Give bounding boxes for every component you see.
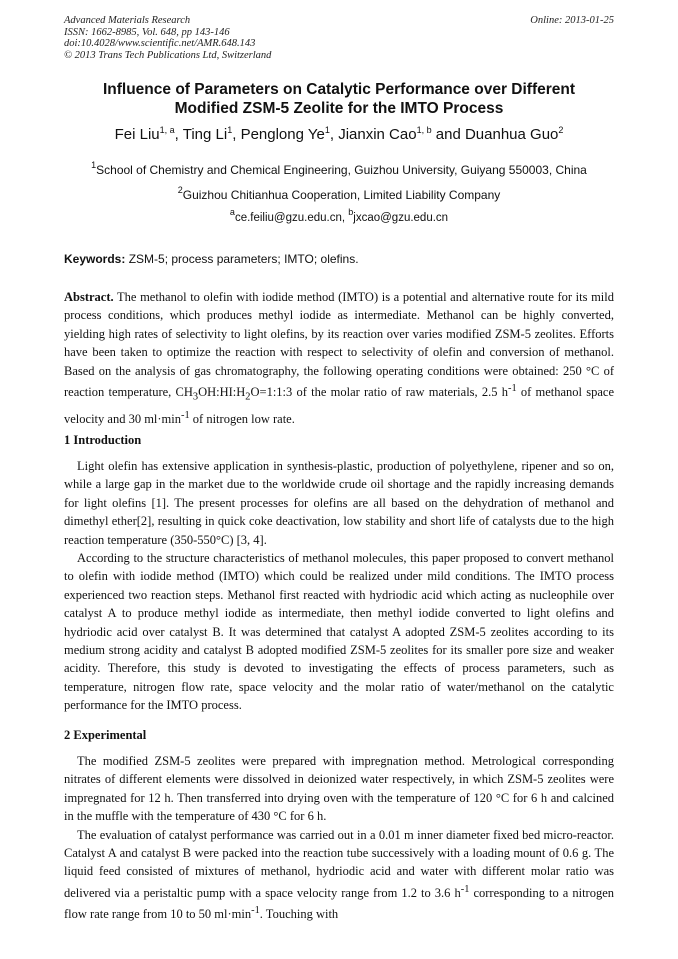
introduction-body [64, 457, 614, 715]
superscript: -1 [507, 383, 517, 395]
section-heading-experimental: 2 Experimental [64, 728, 147, 742]
email-link[interactable]: jxcao@gzu.edu.cn [353, 212, 449, 224]
affil-mark: 2 [177, 185, 183, 195]
exp-paragraph-1: The modified ZSM-5 zeolites were prepared with impregnation method. Metrological corresponding nitrates of different elements were dissolved in deionized water respectively, in which ZSM-5 zeolites were impregnated for 12 h. Then transferred into drying oven with the temperature of 120 °C for 6 h and calcined in the muffle with the temperature of 430 °C for 6 h. [64, 754, 614, 824]
intro-paragraph-1: Light olefin has extensive application in synthesis-plastic, production of polyethylene, ripener and so on, while a large gap in the market due to the worldwide crude oil shortage and the rapidly increasing demands for light olefins [1]. The present processes for olefins are all based on the dehydration of methanol and dimethyl ether[2], resulting in quick coke deactivation, low stability and short life of catalysts due to the high reaction temperature (350-550°C) [3, 4]. [64, 459, 614, 547]
author-separator: , [232, 126, 241, 143]
journal-header [64, 15, 271, 61]
affiliation-2 [20, 185, 658, 202]
superscript: -1 [460, 883, 470, 895]
author-affil-mark: 2 [558, 125, 564, 135]
keywords-label: Keywords: [64, 252, 126, 266]
email-mark: a [229, 207, 235, 217]
online-date: Online: 2013-01-25 [530, 15, 614, 26]
abstract-paragraph [64, 288, 614, 429]
affil-mark: 1 [91, 160, 97, 170]
experimental-body [64, 752, 614, 924]
exp-text: The evaluation of catalyst performance was carried out in a 0.01 m inner diameter fixed bed micro-reactor. Catalyst A and catalyst B were packed into the reaction tube successively with a loading mount of 0.6 g. The liquid feed consisted of mixtures of methanol, hydriodic acid and water with different molar ratio was delivered via a peristaltic pump with a space velocity range from 1.2 to 3.6 h [64, 827, 614, 900]
title-line-1: Influence of Parameters on Catalytic Performance over Different [102, 81, 576, 98]
abstract [64, 288, 614, 429]
author-affil-mark: 1 [324, 125, 330, 135]
keywords-text: ZSM-5; process parameters; IMTO; olefins. [125, 252, 359, 266]
journal-name: Advanced Materials Research [64, 15, 191, 26]
author-name: Fei Liu [114, 126, 160, 143]
abstract-text: The methanol to olefin with iodide method (IMTO) is a potential and alternative route for its mild process conditions, which produces methyl iodide as intermediate. Methanol can be highly converted, yielding high rates of selectivity to light olefins, by its reaction over varies modified ZSM-5 zeolites. Efforts have been taken to optimize the reaction with respect to selectivity of olefin and conversion of methanol. Based on the analysis of gas chromatography, the following operating conditions were obtained: 250 °C of reaction temperature, CH [64, 290, 614, 400]
title-line-2: Modified ZSM-5 Zeolite for the IMTO Process [174, 100, 504, 117]
author-list [20, 126, 658, 143]
author-emails [20, 207, 658, 224]
paper-title [40, 80, 638, 118]
author-affil-mark: 1, a [159, 125, 175, 135]
author-conjunction: and [431, 126, 465, 143]
author-affil-mark: 1 [227, 125, 233, 135]
abstract-text: of nitrogen low rate. [189, 412, 295, 427]
exp-text: . Touching with [259, 907, 339, 922]
exp-paragraph-2 [64, 826, 614, 924]
abstract-text: O=1:1:3 of the molar ratio of raw materials, 2.5 h [250, 385, 508, 400]
author-affil-mark: 1, b [416, 125, 432, 135]
subscript: 2 [245, 391, 251, 403]
superscript: -1 [181, 410, 190, 422]
author-name: Jianxin Cao [338, 126, 417, 143]
author-separator: , [174, 126, 183, 143]
keywords [64, 252, 359, 266]
journal-copyright: © 2013 Trans Tech Publications Ltd, Switzerland [64, 49, 272, 61]
author-name: Duanhua Guo [464, 126, 559, 143]
exp-text: corresponding to a nitrogen flow rate range from 10 to 50 ml·min [64, 886, 615, 922]
intro-paragraph-2: According to the structure characteristics of methanol molecules, this paper proposed to convert methanol to olefin with iodide method (IMTO) which could be realized under mild conditions. The IMTO process experienced two reaction steps. Methanol first reacted with hydriodic acid which acting as nucleophile over catalyst A to produce methyl iodide as intermediate, then methyl iodide converted to light olefins and hydriodic acid over catalyst B. It was determined that catalyst A adopted ZSM-5 zeolites according to its medium strong acidity and catalyst B adopted modified ZSM-5 zeolites for its smaller pore size and weaker acidity. Therefore, this study is devoted to investigating the effects of process parameters, such as temperature, nitrogen flow rate, space velocity and the molar ratio of water/methanol on the catalytic performance for the IMTO process. [64, 551, 614, 713]
author-name: Ting Li [182, 126, 228, 143]
email-mark: b [348, 207, 354, 217]
abstract-text: OH:HI:H [198, 385, 246, 400]
journal-issn: ISSN: 1662-8985, Vol. 648, pp 143-146 [64, 26, 230, 38]
subscript: 3 [192, 391, 199, 403]
author-name: Penglong Ye [240, 126, 325, 143]
affiliation-1 [20, 160, 658, 177]
abstract-text: of methanol space velocity and 30 ml·min [64, 385, 615, 427]
affil-text: School of Chemistry and Chemical Engineering, Guizhou University, Guiyang 550003, China [96, 163, 587, 177]
journal-doi: doi:10.4028/www.scientific.net/AMR.648.143 [64, 38, 256, 50]
email-link[interactable]: ce.feiliu@gzu.edu.cn, [234, 212, 349, 224]
author-separator: , [329, 126, 339, 143]
section-heading-introduction: 1 Introduction [64, 433, 142, 447]
affil-text: Guizhou Chitianhua Cooperation, Limited Liability Company [182, 188, 501, 202]
superscript: -1 [251, 905, 260, 917]
abstract-label: Abstract. [64, 290, 114, 304]
